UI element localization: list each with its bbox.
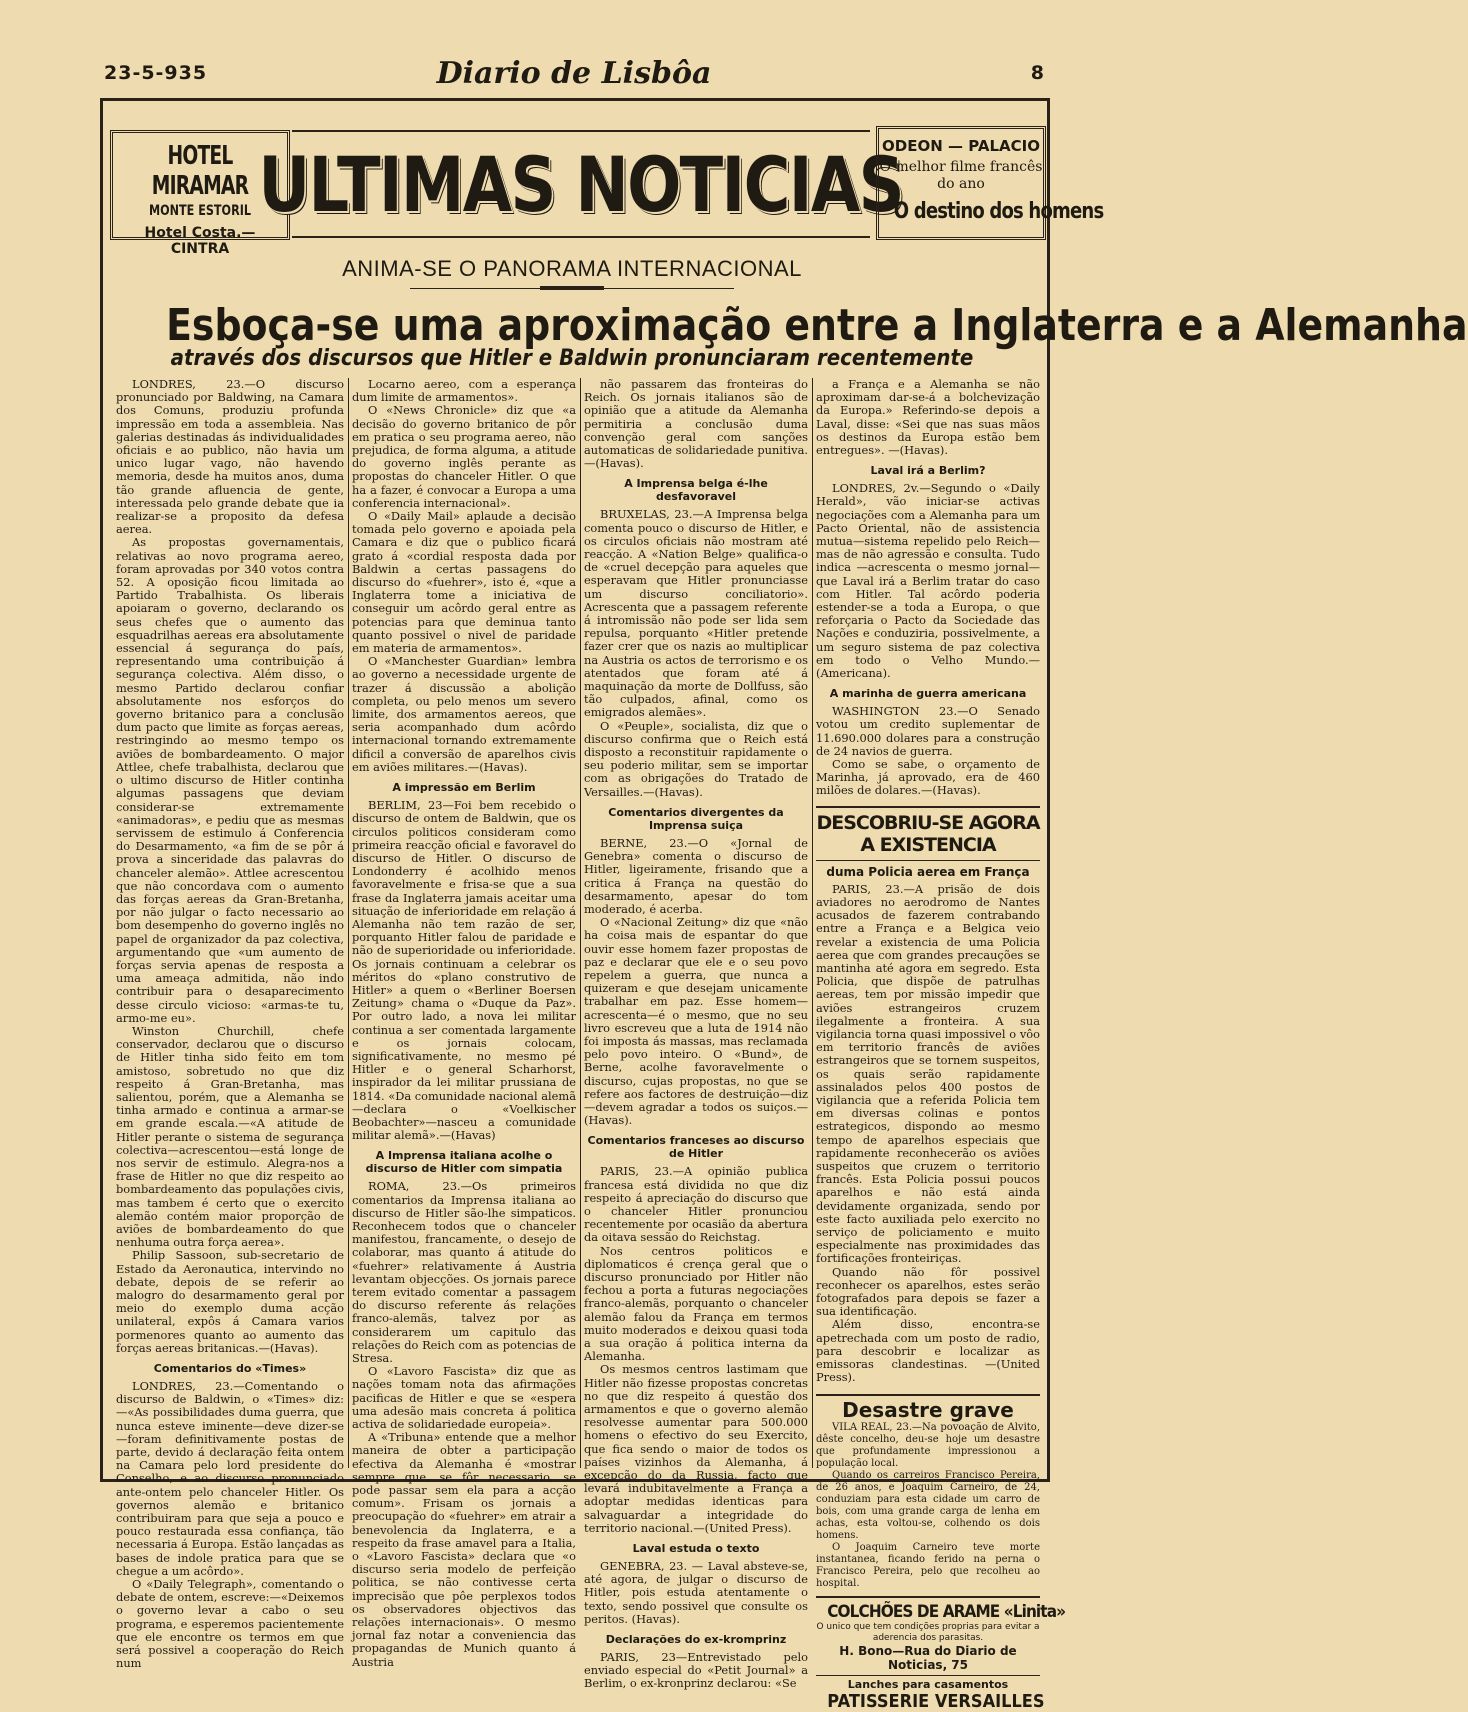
paragraph: Nos centros politicos e diplomaticos é crença geral que o discurso pronunciado por Hitler não fechou a porta a futuras negociações franco-alemãs, porquanto o chanceler alemão falou da França em termos muito moderados e deixou quasi toda a sua oração á politica interna da Alemanha. xyxy=(584,1243,808,1364)
section-banner xyxy=(258,130,904,238)
section-heading: Declarações do ex-kromprinz xyxy=(605,1633,787,1647)
issue-date: 23-5-935 xyxy=(104,62,208,84)
paragraph: VILA REAL, 23.—Na povoação de Alvito, dêste concelho, deu-se hoje um desastre que profundamente impressionou a população local. xyxy=(816,1422,1040,1470)
section-heading: A marinha de guerra americana xyxy=(829,687,1027,701)
paragraph: PARIS, 23.—A opinião publica francesa está dividida no que diz respeito á apreciação do discurso que o chanceler Hitler pronunciou recentemente por ocasião da abertura da oitava sessão do Reichstag. xyxy=(584,1164,808,1245)
paragraph: O Joaquim Carneiro teve morte instantanea, ficando ferido na perna o Francisco Pereira, pelo que recolheu ao hospital. xyxy=(816,1542,1040,1590)
paragraph: Quando os carreiros Francisco Pereira, de 26 anos, e Joaquim Carneiro, de 24, conduziam para esta cidade um carro de bois, com uma grande carga de lenha em achas, esta voltou-se, colhendo os dois homens. xyxy=(816,1470,1040,1542)
paragraph: não passarem das fronteiras do Reich. Os jornais italianos são de opinião que a atitude da Alemanha permitiria a conclusão duma convenção geral com sanções automaticas de solidariedade punitiva.—(Havas). xyxy=(584,377,808,471)
cinema-ad xyxy=(876,126,1104,240)
page-number: 8 xyxy=(1030,62,1044,84)
paragraph: a França e a Alemanha se não aproximam dar-se-á a bolchevização da Europa.» Referindo-se depois a Laval, disse: «Sei que nas suas mãos os destinos da Europa estão bem entregues». —(Havas). xyxy=(816,377,1040,458)
desastre-story xyxy=(816,1422,1040,1590)
colchoes-ad-title: COLCHÕES DE ARAME «Linita» xyxy=(827,1602,1066,1623)
column-1 xyxy=(112,377,348,1671)
column-2 xyxy=(348,377,580,1669)
hotel-secondary: Hotel Costa.— CINTRA xyxy=(144,225,256,257)
paragraph: LONDRES, 23.—Comentando o discurso de Baldwin, o «Times» diz:—«As possibilidades duma guerra, que nunca esteve iminente—deve dizer-se—foram definitivamente postas de parte, devido á declaração feita ontem na Camara pelo lord presidente do Conselho, e ao discurso pronunciado ante-ontem pelo chanceler Hitler. Os governos alemão e britanico contribuiram para que seja a pouco e pouco restaurada essa confiança, tão necessaria á Europa. Estão lançadas as bases de indole pratica para que se chegue a um acôrdo». xyxy=(116,1379,345,1578)
paragraph: LONDRES, 2v.—Segundo o «Daily Herald», vão iniciar-se activas negociações com a Alemanha para um Pacto Oriental, não de assistencia mutua—sistema repelido pelo Reich—mas de não agressão e consulta. Tudo indica —acrescenta o mesmo jornal—que Laval irá a Berlim tratar do caso com Hitler. Tal acôrdo poderia estender-se a toda a Europa, o que reforçaria o Pacto da Sociedade das Nações e conduziria, possivelmente, a um seguro sistema de paz colectiva em todo o Velho Mundo.—(Americana). xyxy=(816,481,1040,681)
paragraph: Além disso, encontra-se apetrechada com um posto de radio, para descobrir e localizar as emissoras clandestinas. —(United Press). xyxy=(816,1317,1040,1385)
paragraph: LONDRES, 23.—O discurso pronunciado por Baldwing, na Camara dos Comuns, produziu profunda impressão em toda a assembleia. Nas galerias destinadas ás individualidades oficiais e ao publico, não havia um unico lugar vago, não havendo memoria, desde ha muitos anos, duma tão grande afluencia de gente, interessada pelo grande debate que ia realizar-se a proposito da defesa aerea. xyxy=(116,377,344,537)
kicker-rule-bar xyxy=(540,286,604,290)
paragraph: PARIS, 23.—A prisão de dois aviadores no aerodromo de Nantes acusados de fazerem contrabando entre a França e a Belgica veio revelar a existencia de uma Policia aerea que com grandes precauções se mantinha até agora em segredo. Esta Policia, que dispõe de patrulhas aereas, tem por missão impedir que aviões estrangeiros cruzem ilegalmente a fronteira. A sua vigilancia torna quasi impossivel o vôo em territorio francês de aviões estrangeiros que se tornem suspeitos, os quais serão rapidamente assinalados pelos 400 postos de vigilancia que a referida Policia tem em diversas colinas e pontos estrategicos, dispondo ao mesmo tempo de aparelhos especiais que rapidamente reconhecerão os aviões suspeitos que cruzem o territorio francês. Esta Policia possui poucos aparelhos e não está ainda devidamente organizada, sendo por este facto auxiliada pelo exercito no serviço de policiamento e muito especialmente nas proximidades das fortificações fronteiriças. xyxy=(816,881,1040,1266)
section-heading: Comentarios do «Times» xyxy=(153,1362,307,1376)
paragraph: Winston Churchill, chefe conservador, declarou que o discurso de Hitler tinha sido feito em tom amistoso, sobretudo no que diz respeito á Gran-Bretanha, mas salientou, porém, que a Alemanha se tinha armado e continua a armar-se em grande escala.—«A atitude de Hitler perante o sistema de segurança colectiva—acrescentou—está longe de nos servir de estimulo. Alegra-nos a frase de Hitler no que diz respeito ao bombardeamento das populações civis, mas tambem é certo que o exercito alemão contém maior proporção de aviões de bombardeamento do que nenhuma outra força aerea». xyxy=(116,1023,344,1250)
paragraph: O «Daily Telegraph», comentando o debate de ontem, escreve:—«Deixemos o governo levar a cabo o seu programa, e esperemos pacientemente que ele encontre os termos em que será possivel a cooperação do Reich num xyxy=(116,1577,344,1671)
hotel-location: MONTE ESTORIL xyxy=(148,203,252,219)
film-title: O destino dos homens xyxy=(893,199,1104,224)
boxed-headline: DESCOBRIU-SE AGORA A EXISTENCIA xyxy=(816,806,1040,861)
paragraph: O «Manchester Guardian» lembra ao governo a necessidade urgente de trazer á discussão a abolição completa, ou pelo menos um severo limite, dos armamentos aereos, que seria acompanhado dum acôrdo internacional tornando extremamente dificil a conversão de aparelhos civis em aviões militares.—(Havas). xyxy=(352,654,576,774)
paragraph: Quando não fôr possivel reconhecer os aparelhos, estes serão fotografados para depois se fazer a sua identificação. xyxy=(816,1264,1040,1319)
paragraph: GENEBRA, 23. — Laval absteve-se, até agora, de julgar o discurso de Hitler, pois estuda atentamente o texto, sendo possivel que consulte os peritos. (Havas). xyxy=(584,1559,808,1626)
paragraph: BERNE, 23.—O «Jornal de Genebra» comenta o discurso de Hitler, ligeiramente, frisando que a critica á França na questão do desarmamento, apesar do tom moderado, é acerba. xyxy=(584,835,808,916)
article-headline: Esboça-se uma aproximação entre a Inglaterra e a Alemanha xyxy=(166,300,1468,351)
paragraph: Os mesmos centros lastimam que Hitler não fizesse propostas concretas no que diz respeito á questão dos armamentos e que o governo alemão resolvesse aumentar para 500.000 homens o efectivo do seu Exercito, que fica sendo o maior de todos os países vizinhos da Alemanha, á excepção do da Russia, facto que levará indubitavelmente a França a adoptar medidas identicas para salvaguardar a integridade do territorio nacional.—(United Press). xyxy=(584,1362,808,1535)
paragraph: Philip Sassoon, sub-secretario de Estado da Aeronautica, intervindo no debate, depois de se referir ao malogro do desarmamento geral por meio do exemplo duma acção unilateral, expôs á Camara varios pormenores quanto ao aumento das forças aereas britanicas.—(Havas). xyxy=(116,1248,344,1355)
paragraph: BERLIM, 23—Foi bem recebido o discurso de ontem de Baldwin, que os circulos politicos consideram como primeira reacção oficial e favoravel do discurso de Hitler. O discurso de Londonderry é acolhido menos favoravelmente e frisa-se que a sua frase da Inglaterra jamais aceitar uma situação de inferioridade em relação á Alemanha não tem razão de ser, porquanto Hitler falou de paridade e não de superioridade ou inferioridade. Os jornais continuam a celebrar os méritos do «plano construtivo de Hitler» a quem o «Berliner Boersen Zeitung» chama o «Duque da Paz». Por outro lado, a nova lei militar continua a ser comentada largamente e os jornais colocam, significativamente, no mesmo pé Hitler e o general Scharhorst, inspirador da lei militar prussiana de 1814. «Da comunidade nacional alemã—declara o «Voelkischer Beobachter»—nasceu a comunidade militar alemã».—(Havas) xyxy=(352,798,576,1143)
paragraph: O «News Chronicle» diz que «a decisão do governo britanico de pôr em pratica o seu programa aereo, não prejudica, de forma alguma, a atitude do governo inglês perante as propostas do chanceler Hitler. O que ha a fazer, é convocar a Europa a uma conferencia internacional». xyxy=(352,403,576,510)
paragraph: O «Lavoro Fascista» diz que as nações tomam nota das afirmações pacificas de Hitler e que se «espera uma adesão mais concreta á politica activa de solidariedade europeia». xyxy=(352,1364,576,1432)
classified-ads xyxy=(816,1596,1066,1712)
paragraph: Como se sabe, o orçamento de Marinha, já aprovado, era de 460 milões de dolares.—(Havas). xyxy=(816,757,1040,798)
section-heading: A Imprensa belga é-lhe desfavoravel xyxy=(624,477,768,504)
cinema-tagline: O melhor filme francês do ano xyxy=(879,159,1043,192)
article-kicker: ANIMA-SE O PANORAMA INTERNACIONAL xyxy=(342,256,802,281)
column-3 xyxy=(580,377,812,1691)
hotel-name: HOTEL MIRAMAR xyxy=(151,141,249,201)
section-heading: A impressão em Berlim xyxy=(392,781,536,795)
boxed-subheadline: duma Policia aerea em França xyxy=(826,864,1030,879)
patisserie-ad-tagline: Lanches para casamentos xyxy=(816,1675,1040,1691)
column-4 xyxy=(812,377,1066,1712)
desastre-headline: Desastre grave xyxy=(816,1394,1040,1422)
paragraph: ROMA, 23.—Os primeiros comentarios da Imprensa italiana ao discurso de Hitler são-lhe simpaticos. Reconhecem todos que o chanceler manifestou, francamente, o desejo de colaborar, mas quanto á atitude do «fuehrer» relativamente á Austria levantam objecções. Os jornais parece terem evitado comentar a passagem do discurso referente ás relações franco-alemãs, talvez por as considerarem um capitulo das relações do Reich com as potencias de Stresa. xyxy=(352,1179,576,1366)
paragraph: Locarno aereo, com a esperança dum limite de armamentos». xyxy=(352,377,576,405)
paragraph: WASHINGTON 23.—O Senado votou um credito suplementar de 11.690.000 dolares para a construção de 24 navios de guerra. xyxy=(816,704,1040,758)
paragraph: As propostas governamentais, relativas ao novo programa aereo, foram aprovadas por 340 votos contra 52. A oposição ficou limitada ao Partido Trabalhista. Os liberais apoiaram o governo, declarando os seus chefes que o aumento das esquadrilhas aereas era absolutamente essencial á segurança do país, representando uma contribuição á segurança colectiva. Além disso, o mesmo Partido declarou confiar absolutamente nos esforços do governo britanico para a conclusão dum pacto que limite as forças aereas, restringindo ao mesmo tempo os aviões de bombardeamento. O major Attlee, chefe trabalhista, declarou que o ultimo discurso de Hitler continha algumas passagens que deviam considerar-se extremamente «animadoras», e pediu que as mesmas servissem de estimulo á Conferencia do Desarmamento, «a fim de se pôr á prova a sinceridade das palavras do chanceler alemão». Attlee acrescentou que não concordava com o aumento das forças aereas da Gran-Bretanha, por não julgar o facto necessario ao bom desempenho do governo inglês no papel de organizador da paz colectiva, argumentando que «um aumento de forças servia apenas de resposta a uma ameaça admitida, não indo contribuir para o desaparecimento desse circulo vicioso: «armas-te tu, armo-me eu». xyxy=(116,535,344,1025)
patisserie-ad-name: PATISSERIE VERSAILLES xyxy=(827,1691,1045,1712)
paragraph: O «Daily Mail» aplaude a decisão tomada pelo governo e apoiada pela Camara e diz que o publico ficará grato á «cordial resposta dada por Baldwin a certas passagens do discurso do «fuehrer», isto é, «que a Inglaterra tome a iniciativa de conseguir um acôrdo geral entre as potencias para que deminua tanto quanto possivel o nivel de paridade em materia de armamentos». xyxy=(352,509,576,656)
banner-text: ULTIMAS NOTICIAS xyxy=(258,139,904,229)
masthead: Diario de Lisbôa xyxy=(436,56,712,91)
section-heading: Comentarios franceses ao discurso de Hitler xyxy=(587,1134,805,1161)
page-header xyxy=(104,56,1044,91)
section-heading: A Imprensa italiana acolhe o discurso de Hitler com simpatia xyxy=(365,1149,563,1176)
paragraph: O «Peuple», socialista, diz que o discurso confirma que o Reich está disposto a reconstituir rapidamente o seu poderio militar, sem se importar com as obrigações do Tratado de Versailles.—(Havas). xyxy=(584,718,808,799)
section-heading: Laval estuda o texto xyxy=(632,1542,760,1556)
paragraph: O «Nacional Zeitung» diz que «não ha coisa mais de espantar do que ouvir esse homem fazer propostas de paz e declarar que ele e o seu povo repelem a guerra, que nunca a quizeram e que desejam unicamente trabalhar em paz. Esse homem—acrescenta—é o mesmo, que no seu livro escreveu que a luta de 1914 não foi imposta ás massas, mas reclamada pelo povo inteiro. O «Bund», de Berne, acolhe favoravelmente o discurso, cujas propostas, no que se refere aos factores de destruição—diz—devem agradar a todos os suiços.—(Havas). xyxy=(584,915,808,1128)
colchoes-ad-text: O unico que tem condições proprias para evitar a aderencia dos parasitas. xyxy=(816,1622,1040,1644)
section-heading: Comentarios divergentes da Imprensa suiça xyxy=(608,805,784,832)
paragraph: BRUXELAS, 23.—A Imprensa belga comenta pouco o discurso de Hitler, e os circulos oficiais não mostram até reacção. A «Nation Belge» qualifica-o de «cruel decepção para aqueles que esperavam que Hitler pronunciasse um discurso conciliatorio». Acrescenta que a passagem referente á intromissão não pode ser lida sem repulsa, porquanto «Hitler pretende fazer crer que os nazis ao multiplicar na Austria os actos de terrorismo e os atentados que foram até á maquinação da morte de Dollfuss, são tão culpados, afinal, como os emigrados alemães». xyxy=(584,507,808,720)
colchoes-ad-address: H. Bono—Rua do Diario de Noticias, 75 xyxy=(839,1644,1017,1673)
paragraph: A «Tribuna» entende que a melhor maneira de obter a participação efectiva da Alemanha é «mostrar sempre que, se fôr necessario, se pode passar sem ela para a acção comum». Frisam os jornais a preocupação do «fuehrer» em atrair a benevolencia da Inglaterra, e a respeito da frase amavel para a Italia, o «Lavoro Fascista» declara que «o discurso seria modelo de perfeição politica, se não contivesse certa imprecisão que pôe perplexos todos os observadores objectivos das relações internacionais». O mesmo jornal faz notar a conveniencia das propagandas de Munich quanto á Austria xyxy=(352,1430,576,1669)
section-heading: Laval irá a Berlim? xyxy=(870,464,986,478)
paragraph: PARIS, 23—Entrevistado pelo enviado especial do «Petit Journal» a Berlim, o ex-kronprinz declarou: «Se xyxy=(584,1650,808,1691)
cinema-name: ODEON — PALACIO xyxy=(882,137,1040,155)
article-subhead: através dos discursos que Hitler e Baldwin pronunciaram recentemente xyxy=(170,346,974,371)
